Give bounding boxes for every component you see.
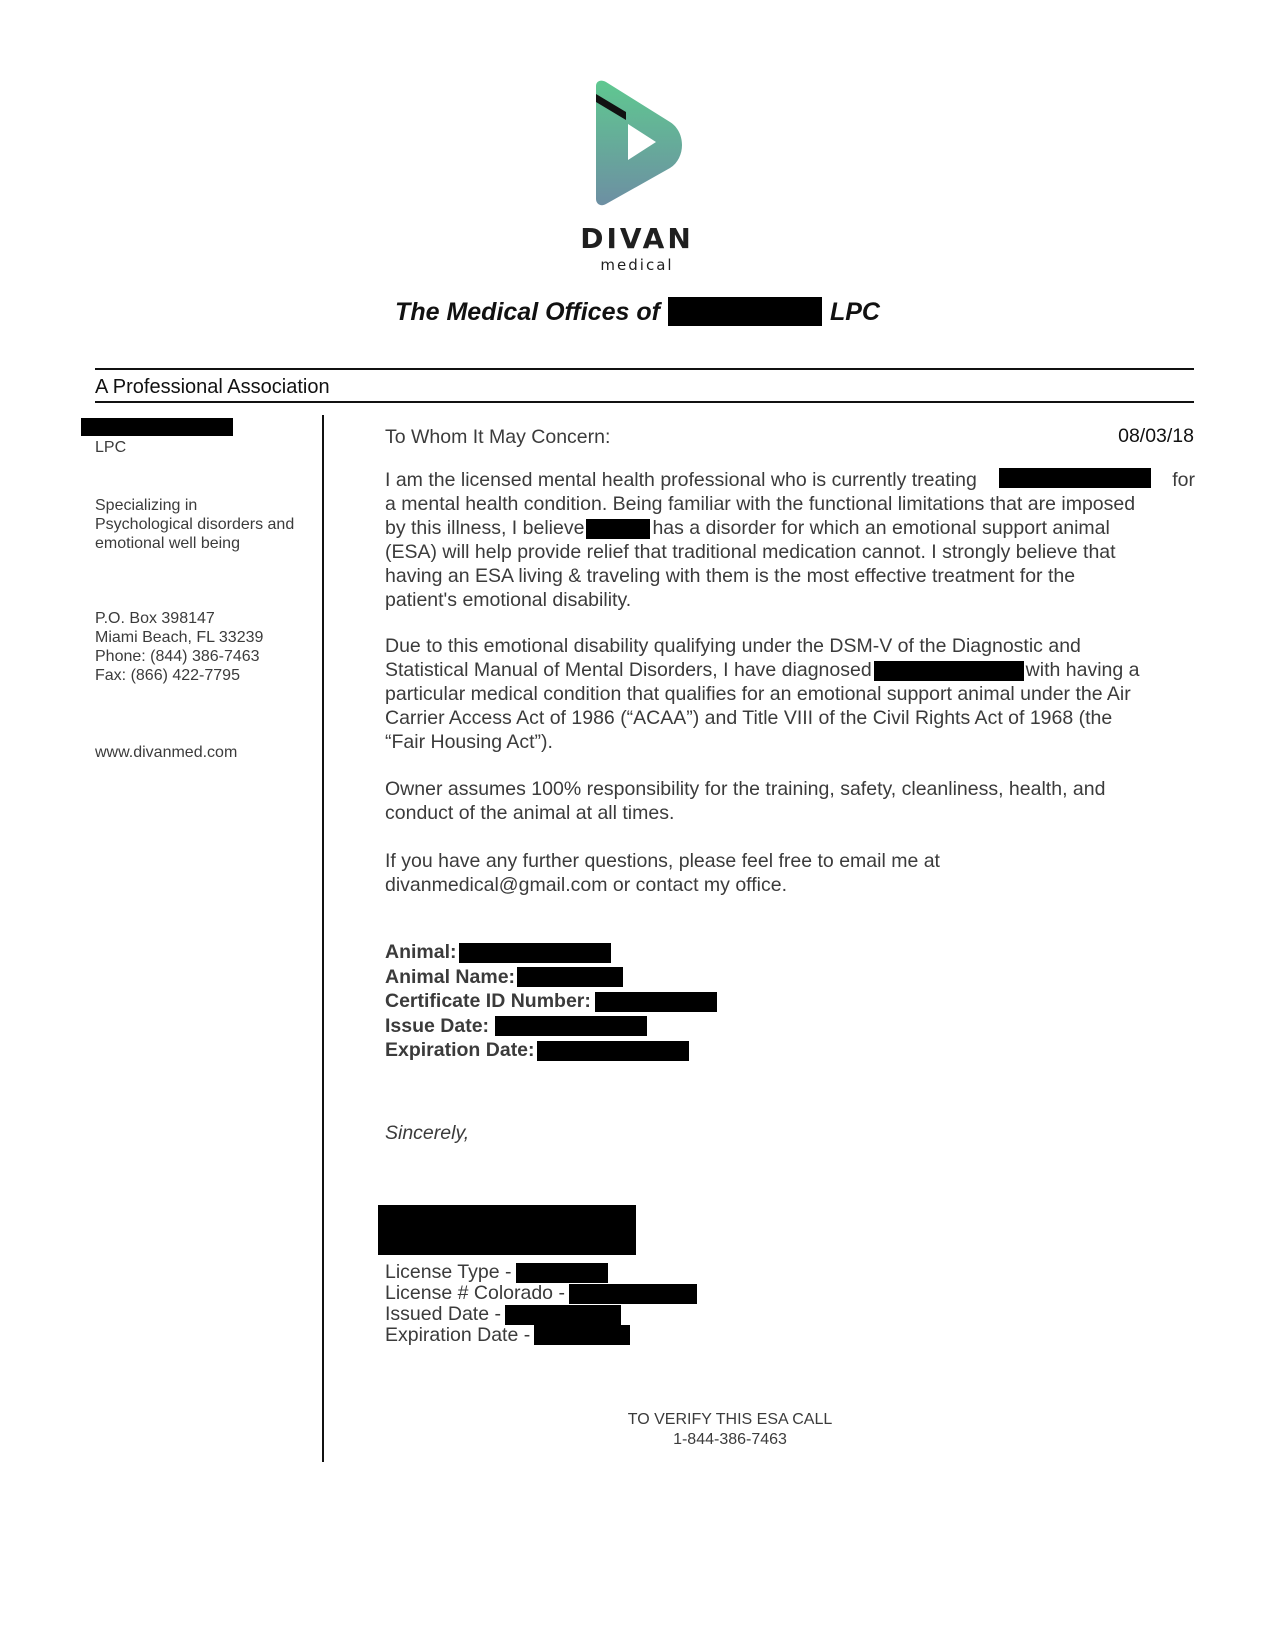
letter-date: 08/03/18 (1118, 425, 1194, 447)
field-certificate-id: Certificate ID Number: (385, 989, 717, 1014)
header-bottom-rule (95, 401, 1194, 403)
association-label: A Professional Association (95, 376, 330, 398)
field-animal: Animal: (385, 940, 717, 965)
title-suffix: LPC (829, 298, 880, 326)
license-issued-date: Issued Date - (385, 1304, 697, 1325)
closing: Sincerely, (385, 1122, 470, 1144)
license-type: License Type - (385, 1262, 697, 1283)
redacted-practitioner-name (81, 418, 233, 436)
field-expiration-date: Expiration Date: (385, 1038, 717, 1063)
paragraph-3: Owner assumes 100% responsibility for the training, safety, cleanliness, health, and conduct of the animal at all times. (385, 778, 1106, 824)
license-number: License # Colorado - (385, 1283, 697, 1304)
verify-phone: 1-844-386-7463 (673, 1431, 787, 1448)
offices-title (0, 297, 1275, 327)
paragraph-1: I am the licensed mental health professional who is currently treating for a mental health condition. Being familiar with the functional limitations that are imposed by this illness, I believe has a disorder for which an emotional support animal (ESA) will help provide relief that traditional medication cannot. I strongly believe that having an ESA living & traveling with them is the most effective treatment for the patient's emotional disability. (385, 469, 1195, 611)
redacted-signature (378, 1205, 636, 1255)
sidebar-website-link[interactable]: www.divanmed.com (95, 744, 238, 761)
paragraph-2: Due to this emotional disability qualifying under the DSM-V of the Diagnostic and Statistical Manual of Mental Disorders, I have diagnosed with having a particular medical condition that qualifies for an emotional support animal under the Air Carrier Access Act of 1986 (“ACAA”) and Title VIII of the Civil Rights Act of 1968 (the “Fair Housing Act”). (385, 635, 1140, 753)
sidebar-divider (322, 415, 324, 1462)
contact-email: divanmedical@gmail.com or contact my office. (385, 874, 788, 896)
header-top-rule (95, 368, 1194, 370)
redacted-patient-name (999, 468, 1151, 488)
divan-logo-icon (590, 80, 685, 210)
sidebar-address: P.O. Box 398147 Miami Beach, FL 33239 Phone: (844) 386-7463 Fax: (866) 422-7795 (95, 610, 264, 684)
sidebar-credential: LPC (95, 439, 127, 456)
brand-name: DIVAN (580, 222, 694, 255)
esa-fields (385, 940, 717, 1063)
redacted-patient-name (874, 661, 1024, 681)
paragraph-4: If you have any further questions, please feel free to email me at divanmedical@gmail.com or contact my office. (385, 849, 1195, 897)
redacted-name (668, 297, 822, 326)
greeting: To Whom It May Concern: (385, 426, 611, 448)
field-issue-date: Issue Date: (385, 1014, 717, 1039)
license-expiration-date: Expiration Date - (385, 1325, 697, 1346)
verify-notice: TO VERIFY THIS ESA CALL 1-844-386-7463 (560, 1410, 900, 1450)
license-info (385, 1262, 697, 1345)
sidebar-specialty: Specializing in Psychological disorders and emotional well being (95, 497, 295, 552)
title-prefix: The Medical Offices of (395, 298, 660, 326)
field-animal-name: Animal Name: (385, 965, 717, 990)
redacted-patient-name (586, 519, 650, 539)
brand-subtitle: medical (600, 256, 674, 274)
